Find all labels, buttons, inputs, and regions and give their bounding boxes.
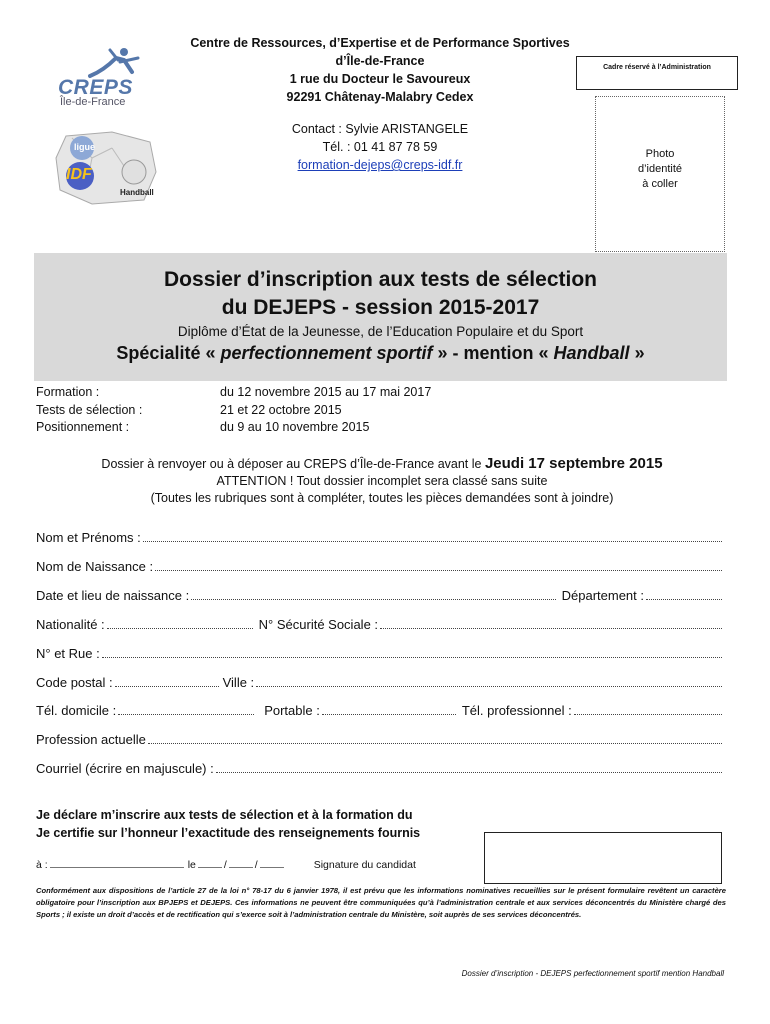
contact-block <box>160 120 600 174</box>
date-label: le <box>187 859 196 871</box>
banner-diploma: Diplôme d’État de la Jeunesse, de l’Education Populaire et du Sport <box>177 324 584 339</box>
declaration-line-2: Je certifie sur l’honneur l’exactitude des renseignements fournis <box>36 826 421 840</box>
notice-attention: ATTENTION ! Tout dossier incomplet sera classé sans suite <box>216 474 548 488</box>
fill-line[interactable] <box>155 561 722 571</box>
spec-text-c: » - mention « <box>432 343 554 363</box>
field-label: Portable : <box>264 703 320 718</box>
ligue-idf-word: IDF <box>66 166 92 183</box>
header-address <box>160 34 600 174</box>
info-label: Tests de sélection : <box>36 402 143 417</box>
fill-line[interactable] <box>646 590 722 600</box>
date-slash: / <box>254 859 258 871</box>
signature-box[interactable] <box>484 832 722 884</box>
banner-title-2: du DEJEPS - session 2015-2017 <box>221 296 540 319</box>
notice-all-fields: (Toutes les rubriques sont à compléter, toutes les pièces demandées sont à joindre) <box>150 491 614 505</box>
field-label: Ville : <box>222 675 255 690</box>
field-label: Tél. domicile : <box>36 703 117 718</box>
fill-line[interactable] <box>216 763 722 773</box>
banner-speciality <box>34 343 727 364</box>
fill-line[interactable] <box>102 648 722 658</box>
ligue-word: ligue <box>74 142 96 152</box>
month-input[interactable] <box>229 858 253 868</box>
creps-logo <box>52 46 142 108</box>
field-label: Tél. professionnel : <box>461 703 572 718</box>
contact-name: Contact : Sylvie ARISTANGELE <box>291 122 469 136</box>
day-input[interactable] <box>198 858 222 868</box>
field-label: Nom de Naissance : <box>36 559 154 574</box>
spec-text-a: Spécialité « <box>116 343 221 363</box>
info-label: Positionnement : <box>36 420 130 434</box>
photo-box <box>595 96 725 252</box>
signature-line <box>36 858 416 871</box>
info-value: 21 et 22 octobre 2015 <box>220 402 342 417</box>
ligue-handball-word: Handball <box>120 188 154 197</box>
field-telephones[interactable] <box>36 703 724 718</box>
fill-line[interactable] <box>256 677 722 687</box>
photo-label-2: d’identité <box>637 163 683 175</box>
page-footer: Dossier d’inscription - DEJEPS perfectionnement sportif mention Handball <box>461 969 724 978</box>
logos <box>52 46 162 206</box>
photo-label-3: à coller <box>642 178 678 190</box>
deadline-notice <box>36 455 728 507</box>
spec-text-d: Handball <box>553 343 630 363</box>
info-value: du 9 au 10 novembre 2015 <box>220 420 370 434</box>
contact-phone: Tél. : 01 41 87 78 59 <box>322 140 438 154</box>
field-code-postal[interactable] <box>36 675 724 690</box>
runner-icon <box>80 46 140 80</box>
field-label: Code postal : <box>36 675 113 690</box>
fill-line[interactable] <box>118 705 254 715</box>
field-nom[interactable] <box>36 530 724 545</box>
ligue-handball-logo <box>52 128 162 206</box>
year-input[interactable] <box>260 858 284 868</box>
field-nationalite[interactable] <box>36 617 724 632</box>
field-date-lieu[interactable] <box>36 588 724 603</box>
creps-logo-region: Île-de-France <box>60 96 126 108</box>
field-label: N° Sécurité Sociale : <box>258 617 379 632</box>
info-row <box>36 384 431 402</box>
field-profession[interactable] <box>36 732 724 747</box>
address-city: 92291 Châtenay-Malabry Cedex <box>286 90 474 104</box>
signature-label: Signature du candidat <box>313 859 416 871</box>
field-label: Nationalité : <box>36 617 105 632</box>
date-slash: / <box>223 859 227 871</box>
fill-line[interactable] <box>380 619 722 629</box>
info-value: du 12 novembre 2015 au 17 mai 2017 <box>220 385 432 399</box>
notice-deadline: Jeudi 17 septembre 2015 <box>484 455 663 472</box>
declaration <box>36 806 420 842</box>
fill-line[interactable] <box>191 590 555 600</box>
contact-email-link[interactable]: formation-dejeps@creps-idf.fr <box>297 158 463 172</box>
notice-send: Dossier à renvoyer ou à déposer au CREPS d’Île-de-France avant le <box>101 457 485 471</box>
field-courriel[interactable] <box>36 761 724 776</box>
declaration-line-1: Je déclare m’inscrire aux tests de sélection et à la formation du <box>36 808 413 822</box>
field-label: Département : <box>561 588 644 603</box>
info-label: Formation : <box>36 385 100 399</box>
banner-title-1: Dossier d’inscription aux tests de sélection <box>164 268 597 291</box>
place-input[interactable] <box>50 858 184 868</box>
fill-line[interactable] <box>148 734 722 744</box>
field-rue[interactable] <box>36 646 724 661</box>
creps-logo-word: CREPS <box>58 76 133 99</box>
photo-label-1: Photo <box>645 148 675 160</box>
place-label: à : <box>36 859 48 871</box>
fill-line[interactable] <box>143 532 722 542</box>
org-name-line2: d’Île-de-France <box>335 54 425 68</box>
info-row <box>36 402 431 420</box>
fill-line[interactable] <box>115 677 219 687</box>
admin-reserved-box: Cadre réservé à l’Administration <box>576 56 738 90</box>
dates-info <box>36 384 431 437</box>
spec-text-e: » <box>629 343 645 363</box>
legal-notice: Conformément aux dispositions de l’article 27 de la loi n° 78-17 du 6 janvier 1978, il est prévu que les informations nominatives recueillies sur le présent formulaire revêtent un caractère obligatoire pour l’inscription aux BPJEPS et DEJEPS. Ces informations ne peuvent être communiquées qu’à l’administration centrale et aux services déconcentrés du Ministère chargé des Sports ; il existe un droit d’accès et de rectification qui s’exerce soit à l’administration centrale du Ministère, soit auprès de ses services déconcentrés. <box>36 886 726 919</box>
field-label: N° et Rue : <box>36 646 100 661</box>
spec-text-b: perfectionnement sportif <box>220 343 433 363</box>
field-label: Profession actuelle <box>36 732 146 747</box>
field-label: Nom et Prénoms : <box>36 530 141 545</box>
fill-line[interactable] <box>322 705 456 715</box>
field-label: Courriel (écrire en majuscule) : <box>36 761 214 776</box>
field-nom-naissance[interactable] <box>36 559 724 574</box>
address-street: 1 rue du Docteur le Savoureux <box>289 72 471 86</box>
info-row <box>36 419 431 437</box>
fill-line[interactable] <box>107 619 253 629</box>
fill-line[interactable] <box>574 705 722 715</box>
field-label: Date et lieu de naissance : <box>36 588 190 603</box>
org-name-line1: Centre de Ressources, d’Expertise et de Performance Sportives <box>190 36 570 50</box>
title-banner <box>34 253 727 381</box>
